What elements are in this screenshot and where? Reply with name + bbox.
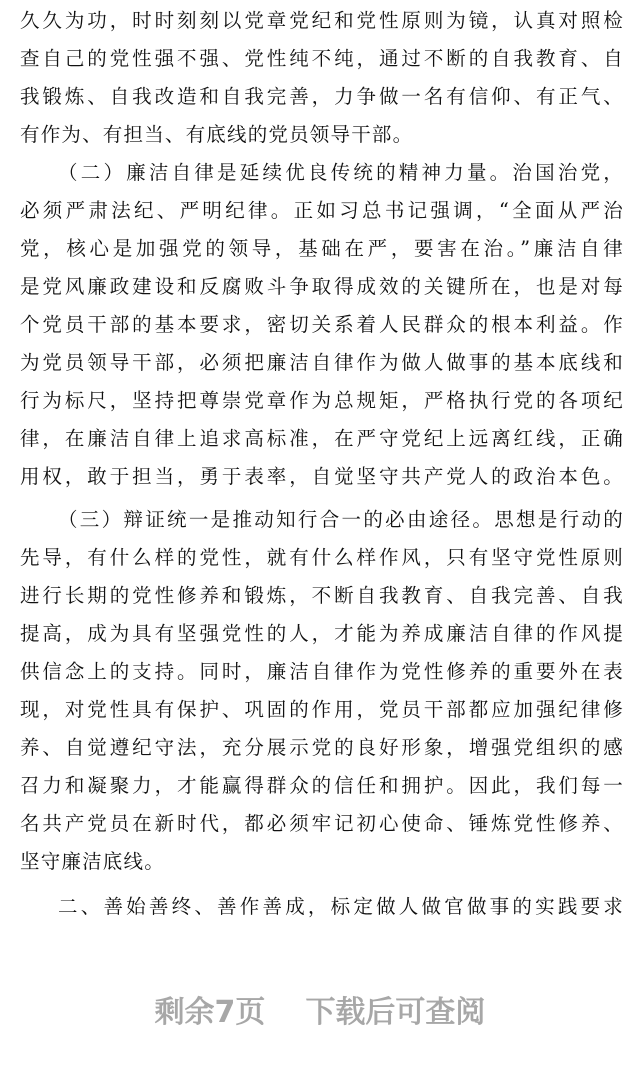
- section-heading-line: 二、善始善终、善作善成，标定做人做官做事的实践要求: [58, 895, 624, 918]
- paragraph-line: 我锻炼、自我改造和自我完善，力争做一名有信仰、有正气、: [20, 85, 624, 108]
- paragraph-line: 必须严肃法纪、严明纪律。正如习总书记强调，“全面从严治: [20, 199, 624, 222]
- paragraph-line: 党，核心是加强党的领导，基础在严，要害在治。”廉洁自律: [20, 237, 624, 260]
- paragraph-line: 养、自觉遵纪守法，充分展示党的良好形象，增强党组织的感: [20, 736, 624, 759]
- paragraph-line: 供信念上的支持。同时，廉洁自律作为党性修养的重要外在表: [20, 660, 624, 683]
- paragraph-line: 坚守廉洁底线。: [20, 850, 165, 873]
- paragraph-line: 名共产党员在新时代，都必须牢记初心使命、锤炼党性修养、: [20, 812, 624, 835]
- paragraph-line: 召力和凝聚力，才能赢得群众的信任和拥护。因此，我们每一: [20, 774, 624, 797]
- paragraph-line: 行为标尺，坚持把尊崇党章作为总规矩，严格执行党的各项纪: [20, 389, 624, 412]
- section-heading-line: （二）廉洁自律是延续优良传统的精神力量。治国治党，: [58, 161, 624, 184]
- paragraph-line: 进行长期的党性修养和锻炼，不断自我教育、自我完善、自我: [20, 584, 624, 607]
- remaining-pages-label: 剩余7页: [154, 995, 266, 1030]
- paragraph-line: 提高，成为具有坚强党性的人，才能为养成廉洁自律的作风提: [20, 622, 624, 645]
- paragraph-line: 现，对党性具有保护、巩固的作用，党员干部都应加强纪律修: [20, 698, 624, 721]
- paragraph-line: 律，在廉洁自律上追求高标准，在严守党纪上远离红线，正确: [20, 427, 624, 450]
- paragraph-line: 查自己的党性强不强、党性纯不纯，通过不断的自我教育、自: [20, 47, 624, 70]
- paragraph-line: 用权，敢于担当，勇于表率，自觉坚守共产党人的政治本色。: [20, 465, 624, 488]
- paragraph-line: 个党员干部的基本要求，密切关系着人民群众的根本利益。作: [20, 313, 624, 336]
- download-hint-label: 下载后可查阅: [305, 995, 486, 1030]
- paragraph-line: 为党员领导干部，必须把廉洁自律作为做人做事的基本底线和: [20, 351, 624, 374]
- paragraph-line: 先导，有什么样的党性，就有什么样作风，只有坚守党性原则: [20, 546, 624, 569]
- paragraph-line: 久久为功，时时刻刻以党章党纪和党性原则为镜，认真对照检: [20, 9, 624, 32]
- section-heading-line: （三）辩证统一是推动知行合一的必由途径。思想是行动的: [58, 508, 624, 531]
- download-prompt[interactable]: [0, 990, 640, 1036]
- paragraph-line: 是党风廉政建设和反腐败斗争取得成效的关键所在，也是对每: [20, 275, 624, 298]
- paragraph-line: 有作为、有担当、有底线的党员领导干部。: [20, 123, 414, 146]
